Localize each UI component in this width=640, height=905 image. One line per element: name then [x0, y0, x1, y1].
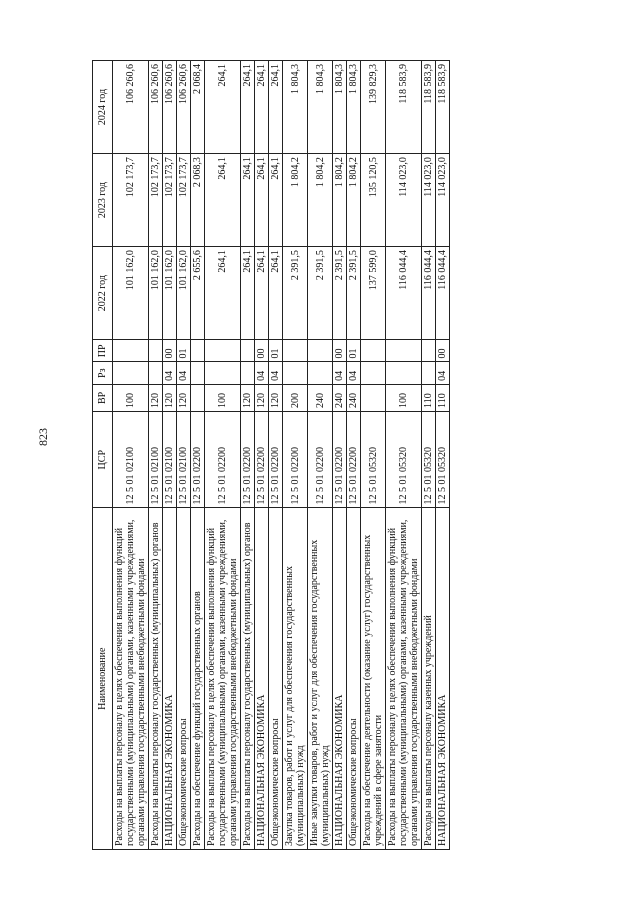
row-2023: 1 804,2 [308, 154, 333, 247]
row-csr: 12 5 01 05320 [436, 411, 450, 508]
row-vr: 110 [422, 384, 436, 411]
header-rz: Рз [93, 362, 113, 384]
row-2024: 1 804,3 [333, 61, 347, 154]
row-pr [386, 340, 422, 362]
row-name: Иные закупки товаров, работ и услуг для обеспечения государственных (муниципальных) нужд [308, 508, 333, 850]
row-pr: 00 [333, 340, 347, 362]
row-pr [241, 340, 255, 362]
row-pr [191, 340, 205, 362]
table-row [113, 61, 149, 850]
header-2022: 2022 год [93, 247, 113, 340]
row-rz: 04 [255, 362, 269, 384]
row-name: Расходы на обеспечение функций государственных органов [191, 508, 205, 850]
row-vr: 120 [177, 384, 191, 411]
row-2022: 2 391,5 [308, 247, 333, 340]
row-csr: 12 5 01 02100 [177, 411, 191, 508]
row-name: Закупка товаров, работ и услуг для обеспечения государственных (муниципальных) нужд [283, 508, 308, 850]
row-vr: 120 [241, 384, 255, 411]
header-2024: 2024 год [93, 61, 113, 154]
row-2022: 101 162,0 [149, 247, 163, 340]
page-number: 823 [36, 428, 50, 446]
row-csr: 12 5 01 02200 [283, 411, 308, 508]
row-2023: 1 804,2 [283, 154, 308, 247]
row-csr: 12 5 01 02200 [191, 411, 205, 508]
row-rz [361, 362, 386, 384]
table-row [283, 61, 308, 850]
table-body [113, 61, 450, 850]
row-2024: 118 583,9 [386, 61, 422, 154]
row-2023: 102 173,7 [113, 154, 149, 247]
row-2023: 264,1 [255, 154, 269, 247]
row-2022: 101 162,0 [163, 247, 177, 340]
row-2022: 264,1 [241, 247, 255, 340]
row-2024: 106 260,6 [113, 61, 149, 154]
row-2023: 1 804,2 [347, 154, 361, 247]
row-2022: 264,1 [269, 247, 283, 340]
row-pr: 01 [177, 340, 191, 362]
row-name: Общеэкономические вопросы [177, 508, 191, 850]
table-row [149, 61, 163, 850]
row-pr: 00 [255, 340, 269, 362]
table-row [386, 61, 422, 850]
row-2023: 264,1 [269, 154, 283, 247]
row-2022: 2 391,5 [347, 247, 361, 340]
row-2023: 114 023,0 [436, 154, 450, 247]
row-2022: 101 162,0 [113, 247, 149, 340]
row-2023: 135 120,5 [361, 154, 386, 247]
row-pr [205, 340, 241, 362]
row-2023: 264,1 [205, 154, 241, 247]
row-name: Расходы на выплаты персоналу в целях обеспечения выполнения функций государственными (муниципальными) органами, казенными учреждениями, органами управления государственными внебюджетными фондами [113, 508, 149, 850]
row-name: Расходы на обеспечение деятельности (оказание услуг) государственных учреждений в сфере занятости [361, 508, 386, 850]
table-row [191, 61, 205, 850]
row-pr [422, 340, 436, 362]
row-pr [283, 340, 308, 362]
row-rz: 04 [436, 362, 450, 384]
row-name: Общеэкономические вопросы [269, 508, 283, 850]
row-rz: 04 [347, 362, 361, 384]
row-rz [386, 362, 422, 384]
row-vr: 100 [113, 384, 149, 411]
row-name: Общеэкономические вопросы [347, 508, 361, 850]
table-row [361, 61, 386, 850]
row-2024: 139 829,3 [361, 61, 386, 154]
row-name: Расходы на выплаты персоналу государственных (муниципальных) органов [149, 508, 163, 850]
row-vr [361, 384, 386, 411]
table-row [163, 61, 177, 850]
row-csr: 12 5 01 02200 [269, 411, 283, 508]
table-row [436, 61, 450, 850]
row-2024: 106 260,6 [163, 61, 177, 154]
row-rz [205, 362, 241, 384]
row-2022: 2 655,6 [191, 247, 205, 340]
row-vr: 100 [386, 384, 422, 411]
row-csr: 12 5 01 02100 [113, 411, 149, 508]
row-pr: 01 [269, 340, 283, 362]
row-2022: 264,1 [205, 247, 241, 340]
row-2024: 264,1 [241, 61, 255, 154]
row-vr: 100 [205, 384, 241, 411]
row-name: НАЦИОНАЛЬНАЯ ЭКОНОМИКА [436, 508, 450, 850]
row-pr: 00 [436, 340, 450, 362]
row-pr [308, 340, 333, 362]
row-csr: 12 5 01 02200 [333, 411, 347, 508]
row-csr: 12 5 01 02100 [163, 411, 177, 508]
row-rz [149, 362, 163, 384]
row-csr: 12 5 01 02200 [205, 411, 241, 508]
header-vr: ВР [93, 384, 113, 411]
row-vr: 120 [269, 384, 283, 411]
budget-table [92, 60, 450, 850]
row-2024: 118 583,9 [436, 61, 450, 154]
row-pr: 01 [347, 340, 361, 362]
row-name: Расходы на выплаты персоналу государственных (муниципальных) органов [241, 508, 255, 850]
header-name: Наименование [93, 508, 113, 850]
row-2022: 264,1 [255, 247, 269, 340]
row-csr: 12 5 01 02200 [255, 411, 269, 508]
header-2023: 2023 год [93, 154, 113, 247]
row-vr: 120 [255, 384, 269, 411]
row-rz [422, 362, 436, 384]
row-rz: 04 [177, 362, 191, 384]
row-rz [283, 362, 308, 384]
budget-table-container [92, 60, 450, 850]
row-vr: 120 [163, 384, 177, 411]
row-rz: 04 [333, 362, 347, 384]
row-vr: 110 [436, 384, 450, 411]
row-pr: 00 [163, 340, 177, 362]
table-row [422, 61, 436, 850]
row-2024: 264,1 [205, 61, 241, 154]
row-name: НАЦИОНАЛЬНАЯ ЭКОНОМИКА [163, 508, 177, 850]
row-2022: 116 044,4 [422, 247, 436, 340]
row-csr: 12 5 01 02200 [308, 411, 333, 508]
row-2023: 1 804,2 [333, 154, 347, 247]
row-2022: 101 162,0 [177, 247, 191, 340]
table-row [177, 61, 191, 850]
row-2024: 106 260,6 [177, 61, 191, 154]
row-pr [113, 340, 149, 362]
row-csr: 12 5 01 02200 [241, 411, 255, 508]
row-2024: 1 804,3 [347, 61, 361, 154]
row-2024: 264,1 [255, 61, 269, 154]
table-row [308, 61, 333, 850]
row-rz: 04 [163, 362, 177, 384]
table-row [205, 61, 241, 850]
row-2024: 106 260,6 [149, 61, 163, 154]
row-name: Расходы на выплаты персоналу в целях обеспечения выполнения функций государственными (муниципальными) органами, казенными учреждениями, органами управления государственными внебюджетными фондами [386, 508, 422, 850]
row-2023: 102 173,7 [177, 154, 191, 247]
row-2023: 102 173,7 [149, 154, 163, 247]
row-name: НАЦИОНАЛЬНАЯ ЭКОНОМИКА [333, 508, 347, 850]
row-csr: 12 5 01 02200 [347, 411, 361, 508]
header-csr: ЦСР [93, 411, 113, 508]
row-2023: 264,1 [241, 154, 255, 247]
row-2022: 2 391,5 [283, 247, 308, 340]
row-2022: 116 044,4 [436, 247, 450, 340]
row-rz [113, 362, 149, 384]
row-2024: 118 583,9 [422, 61, 436, 154]
row-vr [191, 384, 205, 411]
row-2022: 2 391,5 [333, 247, 347, 340]
table-row [347, 61, 361, 850]
row-pr [149, 340, 163, 362]
table-row [333, 61, 347, 850]
row-csr: 12 5 01 05320 [361, 411, 386, 508]
row-rz [308, 362, 333, 384]
table-row [269, 61, 283, 850]
row-2022: 137 599,0 [361, 247, 386, 340]
row-vr: 240 [333, 384, 347, 411]
row-pr [361, 340, 386, 362]
row-vr: 120 [149, 384, 163, 411]
row-2023: 102 173,7 [163, 154, 177, 247]
row-csr: 12 5 01 05320 [386, 411, 422, 508]
row-2023: 114 023,0 [386, 154, 422, 247]
table-row [255, 61, 269, 850]
row-csr: 12 5 01 05320 [422, 411, 436, 508]
row-2024: 1 804,3 [283, 61, 308, 154]
row-2022: 116 044,4 [386, 247, 422, 340]
row-2024: 1 804,3 [308, 61, 333, 154]
table-header [93, 61, 113, 850]
row-rz [191, 362, 205, 384]
row-vr: 200 [283, 384, 308, 411]
row-2023: 114 023,0 [422, 154, 436, 247]
row-vr: 240 [308, 384, 333, 411]
header-pr: ПР [93, 340, 113, 362]
row-2023: 2 068,3 [191, 154, 205, 247]
row-name: Расходы на выплаты персоналу казенных учреждений [422, 508, 436, 850]
row-name: НАЦИОНАЛЬНАЯ ЭКОНОМИКА [255, 508, 269, 850]
row-rz: 04 [269, 362, 283, 384]
row-2024: 2 068,4 [191, 61, 205, 154]
row-csr: 12 5 01 02100 [149, 411, 163, 508]
table-row [241, 61, 255, 850]
row-rz [241, 362, 255, 384]
row-2024: 264,1 [269, 61, 283, 154]
row-vr: 240 [347, 384, 361, 411]
row-name: Расходы на выплаты персоналу в целях обеспечения выполнения функций государственными (муниципальными) органами, казенными учреждениями, органами управления государственными внебюджетными фондами [205, 508, 241, 850]
